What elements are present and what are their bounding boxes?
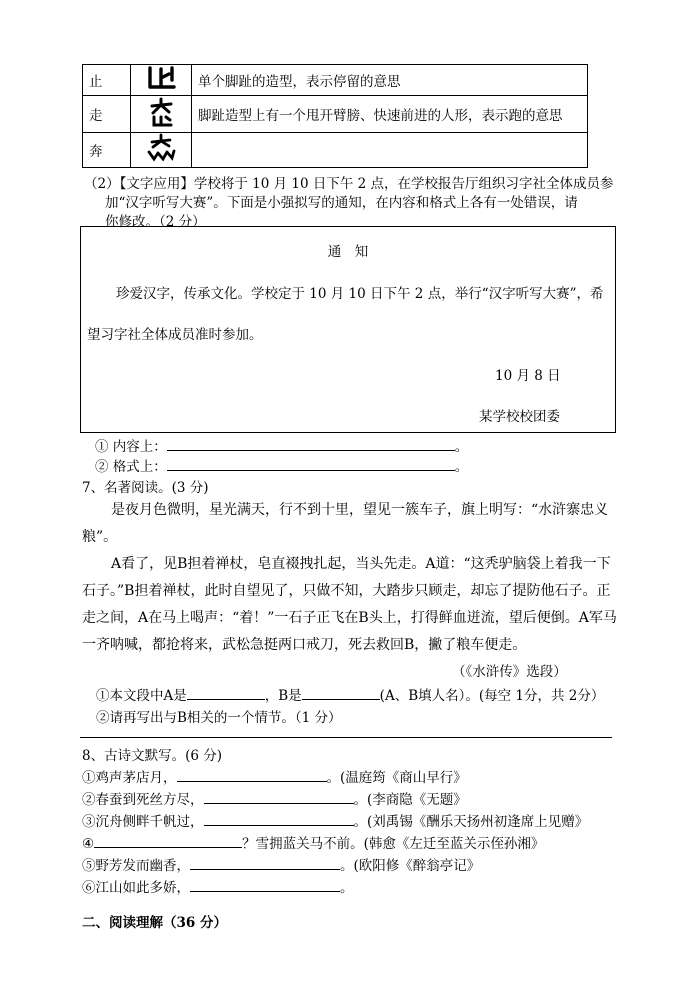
meaning-cell <box>192 133 588 168</box>
poem-item <box>82 854 480 874</box>
poem-suffix: 。(李商隐《无题》 <box>353 792 467 808</box>
poem-item <box>82 876 354 896</box>
notice-date: 10 月 8 日 <box>495 368 561 384</box>
ancient-glyph-zou-icon <box>131 96 192 133</box>
question-2-line1: （2）【文字应用】学校将于 10 月 10 日下午 2 点，在学校报告厅组织习字社全体成员参 <box>84 176 614 192</box>
poem-suffix: 。(刘禹锡《酬乐天扬州初逢席上见赠》 <box>353 814 589 830</box>
question-2-line3: 你修改。（2 分） <box>105 214 206 230</box>
table-row <box>83 133 588 168</box>
question-8-heading: 8、古诗文默写。(6 分) <box>82 748 223 764</box>
poem-blank[interactable] <box>94 846 242 848</box>
ancient-glyph-ben-icon <box>131 133 192 168</box>
answer-a-blank[interactable] <box>187 698 265 700</box>
notice-body-line1: 珍爱汉字，传承文化。学校定于 10 月 10 日下午 2 点，举行“汉字听写大赛”，希 <box>116 286 604 302</box>
poem-item <box>82 766 467 786</box>
format-answer-blank[interactable] <box>167 469 455 471</box>
poem-suffix: ？雪拥蓝关马不前。(韩愈《左迁至蓝关示侄孙湘》 <box>242 836 545 852</box>
table-row <box>83 65 588 96</box>
poem-prefix: ④ <box>82 836 95 852</box>
question-7-sub2: ②请再写出与B相关的一个情节。（1 分） <box>96 710 342 726</box>
answer-b-blank[interactable] <box>302 698 380 700</box>
poem-blank[interactable] <box>204 802 354 804</box>
poem-suffix: 。 <box>340 880 354 896</box>
format-label: ② 格式上： <box>95 459 167 475</box>
section-2-heading: 二、阅读理解（36 分） <box>82 915 227 931</box>
poem-item <box>82 788 467 808</box>
glyph-evolution-table <box>82 64 588 168</box>
passage-line: 石子。”B担着禅杖，此时自望见了，只做不知，大踏步只顾走，却忘了提防他石子。正 <box>82 583 611 599</box>
question-7-heading: 7、名著阅读。(3 分) <box>82 480 209 496</box>
char-cell: 走 <box>83 96 131 133</box>
sub1-suffix: (A、B填人名）。(每空 1分，共 2分） <box>379 688 605 704</box>
poem-item <box>82 810 588 830</box>
char-cell: 奔 <box>83 133 131 168</box>
table-row <box>83 96 588 133</box>
content-answer-blank[interactable] <box>167 449 455 451</box>
period: 。 <box>454 459 469 475</box>
poem-prefix: ①鸡声茅店月， <box>82 770 177 786</box>
meaning-cell: 单个脚趾的造型，表示停留的意思 <box>192 65 588 96</box>
poem-prefix: ⑤野芳发而幽香， <box>82 858 190 874</box>
poem-prefix: ②春蚕到死丝方尽， <box>82 792 204 808</box>
sub1-prefix: ①本文段中A是 <box>96 688 187 704</box>
notice-title: 通 知 <box>327 244 369 260</box>
poem-suffix: 。(欧阳修《醉翁亭记》 <box>340 858 481 874</box>
passage-line: 走之间，A在马上喝声：“着！”一石子正飞在B头上，打得鲜血迸流，望后便倒。A军马 <box>82 610 617 626</box>
content-label: ① 内容上： <box>95 439 167 455</box>
passage-source: （《水浒传》选段） <box>452 664 567 680</box>
meaning-cell: 脚趾造型上有一个甩开臂膀、快速前进的人形，表示跑的意思 <box>192 96 588 133</box>
char-cell: 止 <box>83 65 131 96</box>
question-7-sub1 <box>96 684 604 704</box>
passage-line: 是夜月色微明，星光满天，行不到十里，望见一簇车子，旗上明写：“水浒寨忠义 <box>111 502 609 518</box>
notice-signer: 某学校校团委 <box>479 409 560 425</box>
passage-line: A看了，见B担着禅杖，皂直裰拽扎起，当头先走。A道：“这秃驴脑袋上着我一下 <box>111 556 611 572</box>
notice-body-line2: 望习字社全体成员准时参加。 <box>87 327 263 343</box>
passage-line: 一齐呐喊，都抢将来，武松急挺两口戒刀，死去救回B，撇了粮车便走。 <box>82 637 527 653</box>
question-2-line2: 加“汉字听写大赛”。下面是小强拟写的通知，在内容和格式上各有一处错误，请 <box>105 195 578 211</box>
poem-blank[interactable] <box>190 890 340 892</box>
poem-blank[interactable] <box>190 868 340 870</box>
poem-blank[interactable] <box>204 824 354 826</box>
answer-line[interactable] <box>80 737 612 738</box>
poem-prefix: ③沉舟侧畔千帆过， <box>82 814 204 830</box>
answer-format-row <box>95 455 468 475</box>
notice-box <box>80 226 616 433</box>
poem-prefix: ⑥江山如此多娇， <box>82 880 190 896</box>
answer-content-row <box>95 435 468 455</box>
poem-suffix: 。(温庭筠《商山早行》 <box>326 770 467 786</box>
passage-line: 粮”。 <box>82 529 118 545</box>
ancient-glyph-zhi-icon <box>131 65 192 96</box>
poem-item <box>82 832 544 852</box>
sub1-middle: ，B是 <box>264 688 302 704</box>
poem-blank[interactable] <box>177 780 327 782</box>
period: 。 <box>454 439 469 455</box>
